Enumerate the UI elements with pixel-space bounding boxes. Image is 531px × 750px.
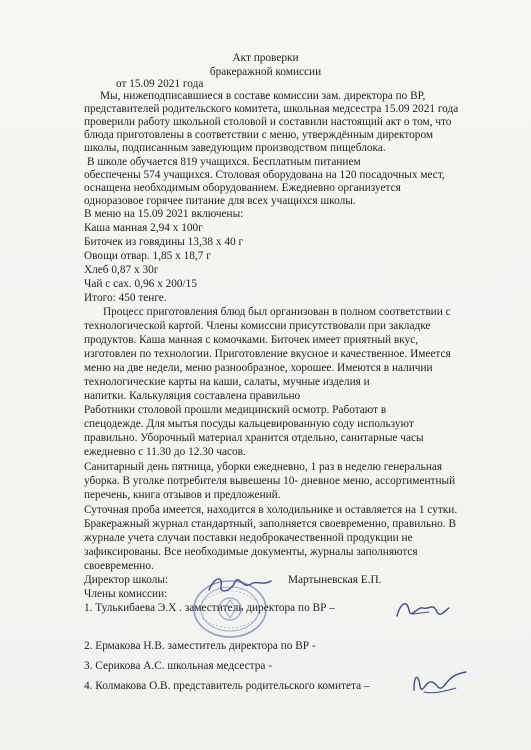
menu-item: Овощи отвар. 1,85 х 18,7 г [84,250,211,262]
staff-line: Работники столовой прошли медицинский осмотр. Работают в [84,404,387,416]
intro-line: проверили работу школьной столовой и составили настоящий акт о том, что [84,116,452,128]
process-line: изготовлен по технологии. Приготовление вкусное и качественное. Имеется [84,348,451,360]
sample-line: журнале учета случаи поставки недоброкачественной продукции не [84,532,413,544]
director-label: Директор школы: [84,574,169,586]
member-4-signature-icon [408,666,472,700]
sample-line: Бракеражный журнал стандартный, заполняется своевременно, правильно. В [84,518,456,530]
process-line: меню на две недели, меню разнообразное, хорошее. Имеются в наличии [84,362,433,374]
students-line: обеспечены 574 учащихся. Столовая оборудована на 120 посадочных мест, [84,169,445,181]
process-line: продуктов. Каша манная с комочками. Биточек имеет приятный вкус, [84,334,419,346]
sanitary-line: перечень, книга отзывов и предложений. [84,489,281,501]
sample-line: своевременно. [84,560,154,572]
sample-line: Суточная проба имеется, находится в холодильнике и оставляется на 1 сутки. [84,504,458,516]
menu-item: Чай с сах. 0,96 х 200/15 [84,278,197,290]
staff-line: правильно. Уборочный материал хранится отдельно, санитарные часы [84,432,424,444]
member-line: 3. Серикова А.С. школьная медсестра - [84,660,272,672]
director-signature-icon [205,572,275,598]
intro-line: Мы, нижеподписавшиеся в составе комиссии зам. директора по ВР, [100,90,426,102]
process-line: напитки. Калькуляция составлена правильно [84,390,301,402]
staff-line: ежедневно с 11.30 до 12.30 часов. [84,446,246,458]
menu-header: В меню на 15.09 2021 включены: [84,208,244,220]
document-date: от 15.09 2021 года [116,78,204,90]
member-1-signature-icon [393,596,453,624]
document-title: Акт проверки [232,52,299,64]
member-line: 4. Колмакова О.В. представитель родительского комитета – [84,680,370,692]
menu-item: Хлеб 0,87 х 30г [84,264,159,276]
menu-item: Биточек из говядины 13,38 х 40 г [84,236,244,248]
director-name: Мартыневская Е.П. [288,574,382,586]
students-line: В школе обучается 819 учащихся. Бесплатным питанием [87,156,361,168]
intro-line: школы, подписанным заведующим производством пищеблока. [84,142,386,154]
students-line: оснащена необходимым оборудованием. Ежедневно организуется [84,182,401,194]
process-line: технологической картой. Члены комиссии присутствовали при закладке [84,320,431,332]
process-line: Процесс приготовления блюд был организован в полном соответствии с [103,306,451,318]
menu-item: Каша манная 2,94 х 100г [84,222,203,234]
students-line: одноразовое горячее питание для всех учащихся школы. [84,195,356,207]
member-line: 2. Ермакова Н.В. заместитель директора по ВР - [84,640,316,652]
intro-line: блюда приготовлены в соответствии с меню, утверждённым директором [84,129,434,141]
menu-total: Итого: 450 тенге. [84,292,167,304]
intro-line: представителей родительского комитета, школьная медсестра 15.09 2021 года [84,103,459,115]
member-line: 1. Тулькибаева Э.Х . заместитель директора по ВР – [84,602,335,614]
sanitary-line: Санитарный день пятница, уборки ежедневно, 1 раз в неделю генеральная [84,461,443,473]
sample-line: зафиксированы. Все необходимые документы, журналы заполняются [84,546,418,558]
staff-line: спецодежде. Для мытья посуды кальцевированную соду используют [84,418,414,430]
members-label: Члены комиссии: [84,588,168,600]
document-subtitle: бракеражной комиссии [209,66,322,78]
sanitary-line: уборка. В уголке потребителя вывешены 10- дневное меню, ассортиментный [84,475,456,487]
process-line: технологические карты на каши, салаты, мучные изделия и [84,376,370,388]
